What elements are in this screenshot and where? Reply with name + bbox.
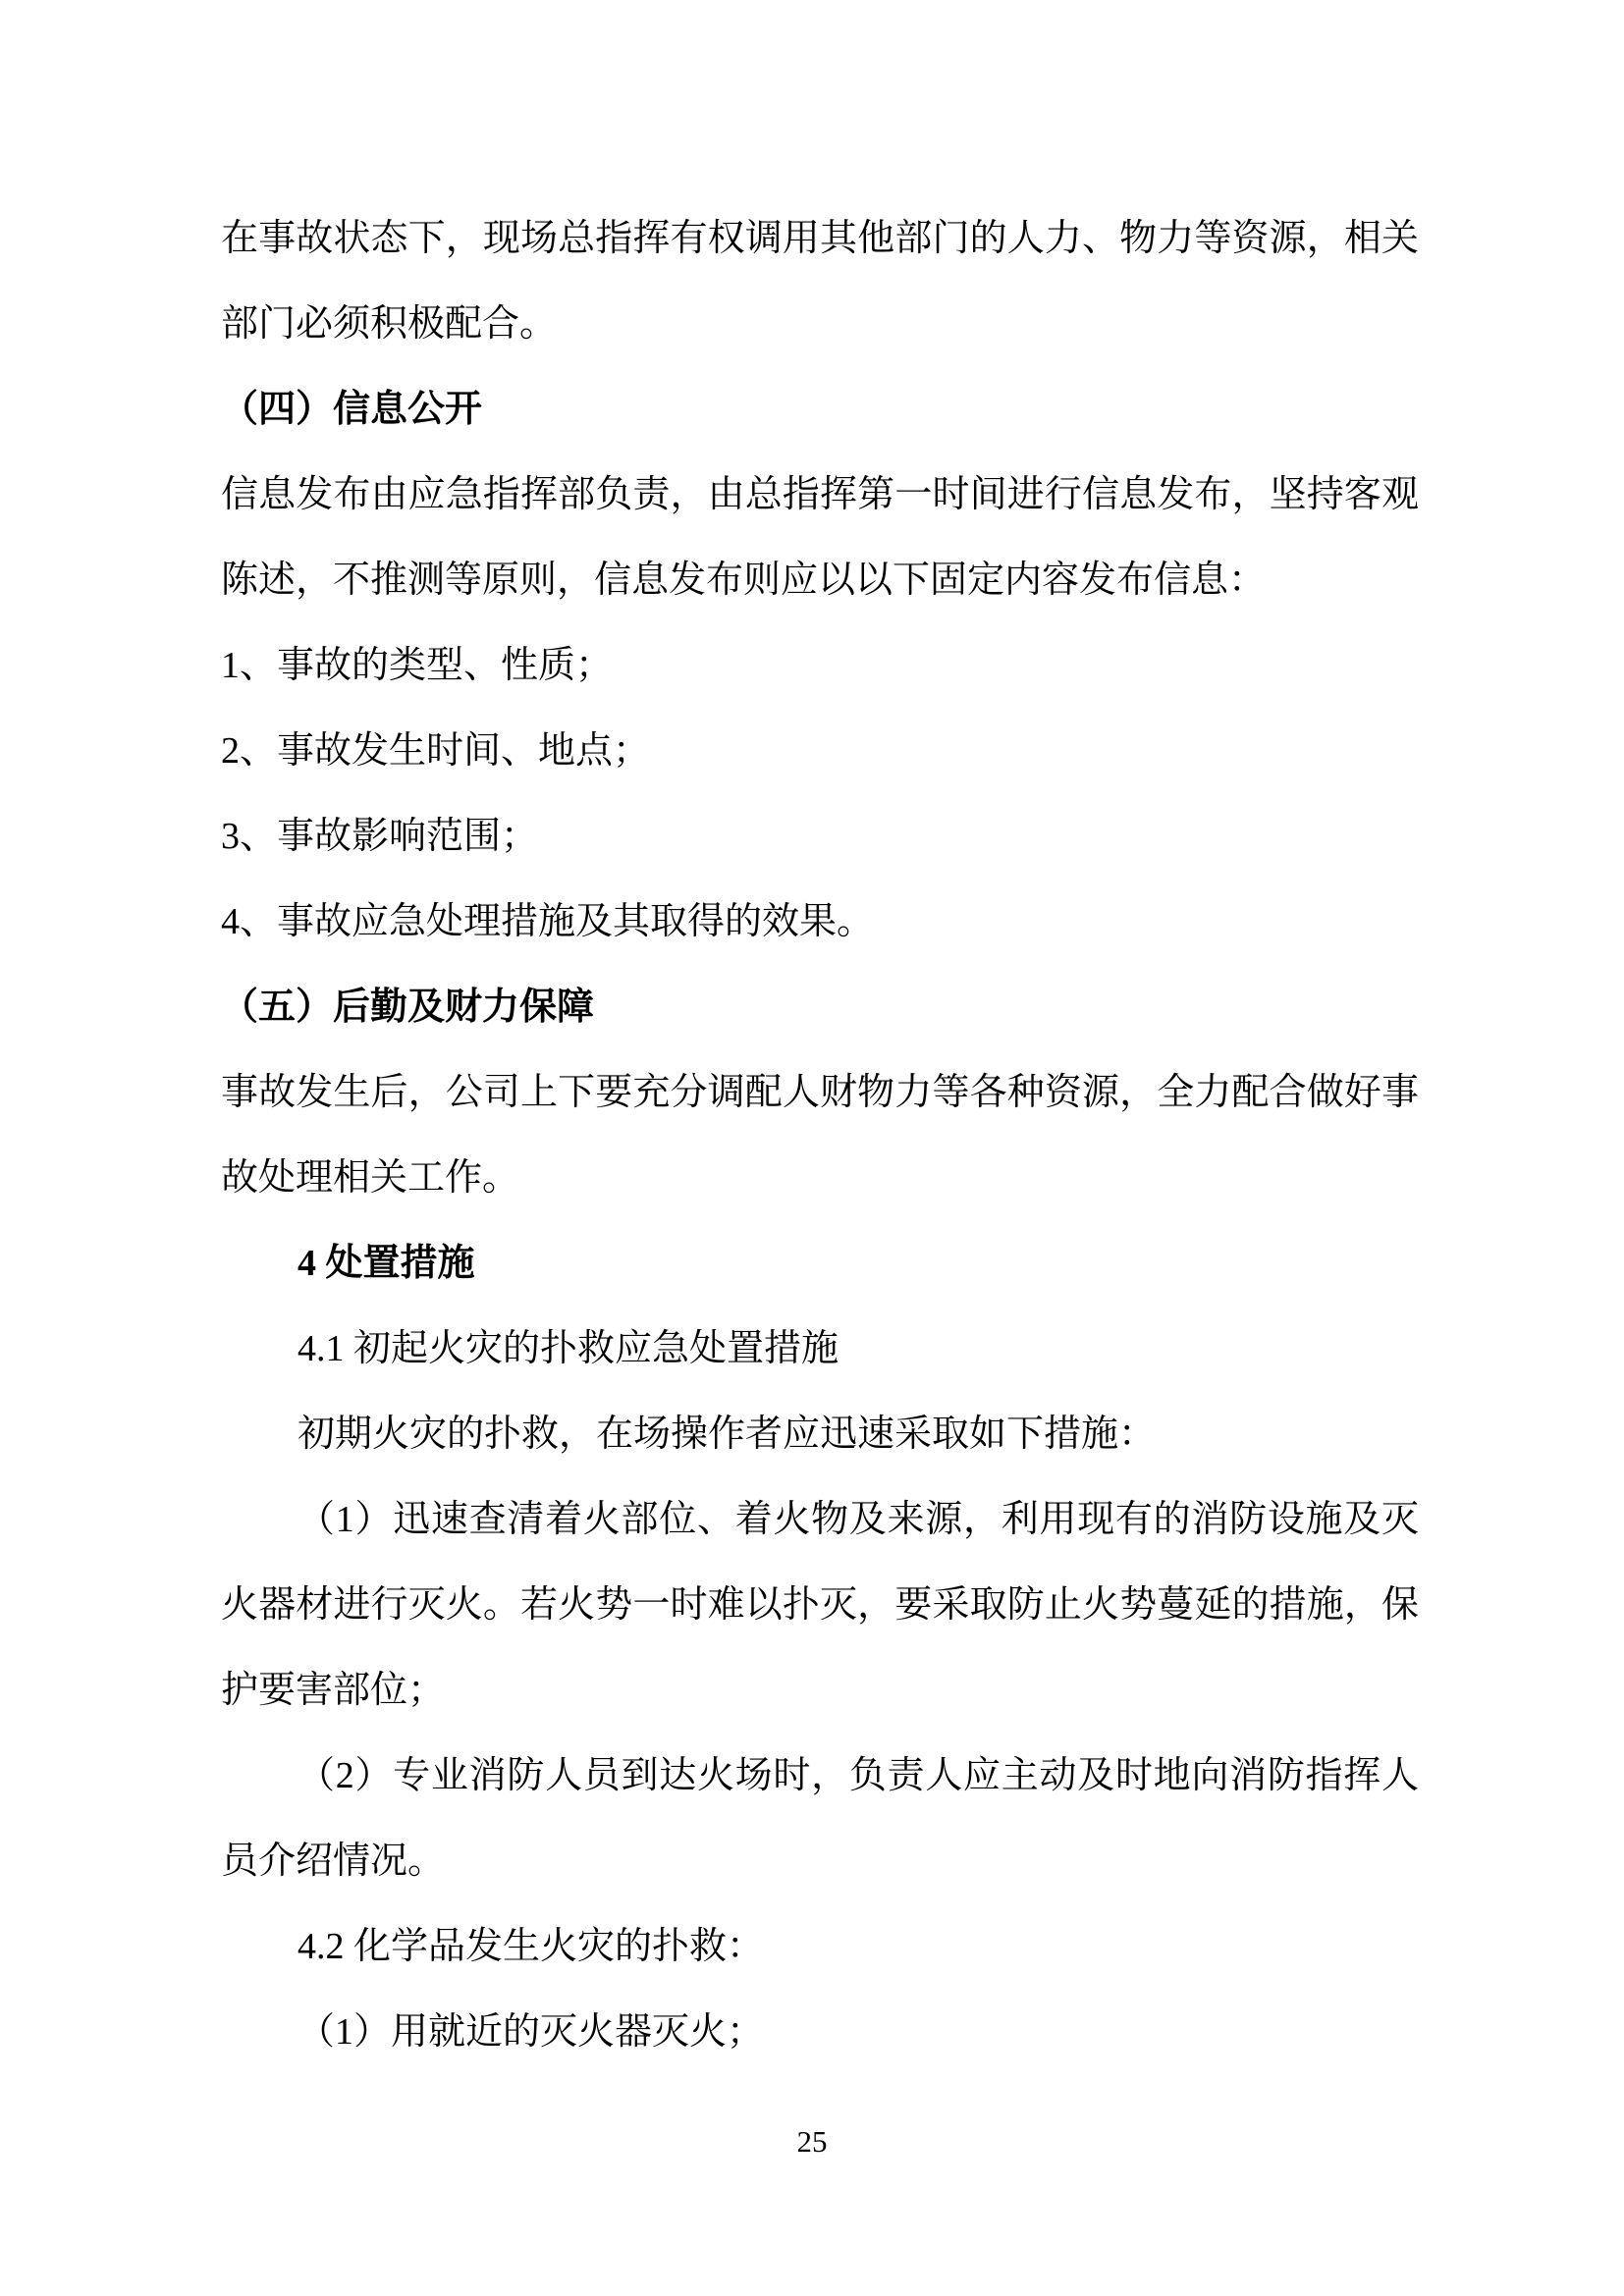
text-line: 事故发生后，公司上下要充分调配人财物力等各种资源，全力配合做好事 (221, 1072, 1419, 1113)
list-item: 1、事故的类型、性质； (221, 645, 614, 686)
text-line: （2）专业消防人员到达火场时，负责人应主动及时地向消防指挥人 (298, 1755, 1419, 1796)
text-line: 信息发布由应急指挥部负责，由总指挥第一时间进行信息发布，坚持客观 (221, 474, 1419, 515)
subsection-title: 4.1 初起火灾的扑救应急处置措施 (298, 1328, 839, 1369)
list-item: 4、事故应急处理措施及其取得的效果。 (221, 901, 875, 942)
list-item: 2、事故发生时间、地点； (221, 730, 651, 772)
text-line: 火器材进行灭火。若火势一时难以扑灭，要采取防止火势蔓延的措施，保 (221, 1584, 1419, 1626)
text-line: 护要害部位； (221, 1670, 446, 1711)
text-line: 故处理相关工作。 (221, 1157, 520, 1199)
section-heading: 4 处置措施 (298, 1243, 475, 1284)
list-item: 3、事故影响范围； (221, 816, 539, 857)
text-line: 在事故状态下，现场总指挥有权调用其他部门的人力、物力等资源，相关 (221, 218, 1419, 259)
page-number: 25 (796, 2124, 828, 2159)
text-line: 部门必须积极配合。 (221, 303, 558, 345)
section-heading: （五）后勤及财力保障 (221, 987, 595, 1028)
section-heading: （四）信息公开 (221, 389, 483, 430)
text-line: 员介绍情况。 (221, 1841, 446, 1882)
text-line: （1）用就近的灭火器灭火； (298, 2011, 765, 2053)
text-line: （1）迅速查清着火部位、着火物及来源，利用现有的消防设施及灭 (298, 1499, 1419, 1540)
text-line: 初期火灾的扑救，在场操作者应迅速采取如下措施： (298, 1414, 1157, 1455)
document-body (221, 196, 1419, 2075)
text-line: 陈述，不推测等原则，信息发布则应以以下固定内容发布信息： (221, 560, 1267, 601)
subsection-title: 4.2 化学品发生火灾的扑救： (298, 1926, 765, 1967)
